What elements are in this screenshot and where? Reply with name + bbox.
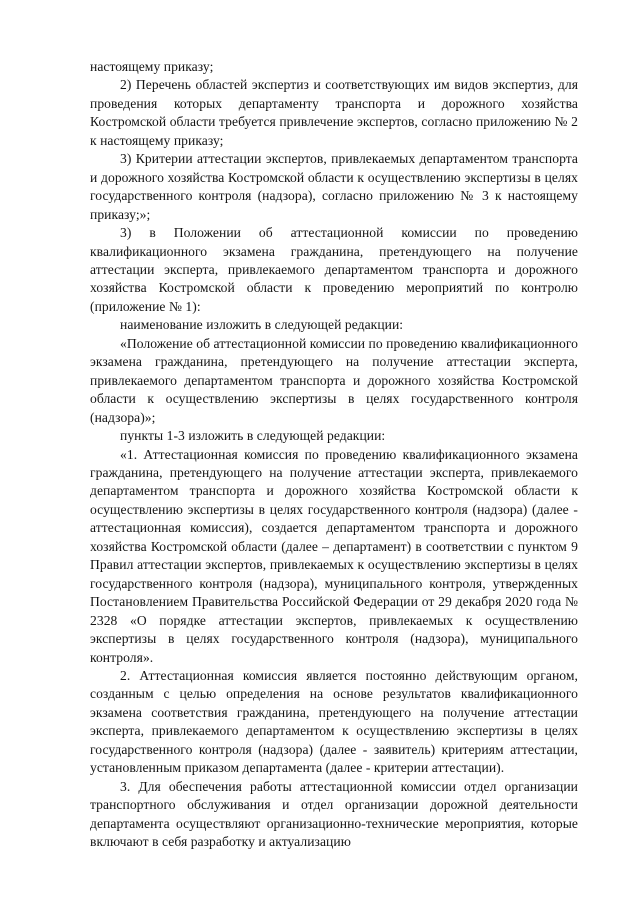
paragraph-new-title: «Положение об аттестационной комиссии по проведению квалификационного экзамена гражданина, претендующего на получение аттестации эксперта, привлекаемого департаментом транспорта и дорожного хозяйства Костромской области к осуществлению экспертизы в целях государственного контроля (надзора)»; xyxy=(90,335,578,425)
paragraph-title-instruction: наименование изложить в следующей редакции: xyxy=(120,317,404,333)
document-body xyxy=(90,58,578,851)
paragraph-item-3-criteria: 3) Критерии аттестации экспертов, привлекаемых департаментом транспорта и дорожного хозяйства Костромской области к осуществлению экспертизы в целях государственного контроля (надзора), согласно приложению № 3 к настоящему приказу;»; xyxy=(90,151,578,222)
paragraph-point-2: 2. Аттестационная комиссия является постоянно действующим органом, созданным с целью определения на основе результатов квалификационного экзамена соответствия гражданина, претендующего на получение аттестации эксперта, привлекаемого департаментом к осуществлению экспертизы в целях государственного контроля (надзора) (далее - заявитель) критериям аттестации, установленным приказом департамента (далее - критерии аттестации). xyxy=(90,667,578,776)
paragraph-item-3-regulation: 3) в Положении об аттестационной комиссии по проведению квалификационного экзамена гражданина, претендующего на получение аттестации эксперта, привлекаемого департаментом транспорта и дорожного хозяйства Костромской области к проведению мероприятий по контролю (приложение № 1): xyxy=(90,225,578,314)
paragraph-continuation: настоящему приказу; xyxy=(90,59,214,74)
paragraph-point-1: «1. Аттестационная комиссия по проведению квалификационного экзамена гражданина, претендующего на получение аттестации эксперта, привлекаемого департаментом транспорта и дорожного хозяйства Костромской области к осуществлению экспертизы в целях государственного контроля (надзора) (далее - аттестационная комиссия), создается департаментом транспорта и дорожного хозяйства Костромской области (далее – департамент) в соответствии с пунктом 9 Правил аттестации экспертов, привлекаемых к осуществлению экспертизы в целях государственного контроля (надзора), муниципального контроля, утвержденных Постановлением Правительства Российской Федерации от 29 декабря 2020 года № 2328 «О порядке аттестации экспертов, привлекаемых к осуществлению экспертизы в целях государственного контроля (надзора), муниципального контроля». xyxy=(90,446,578,665)
paragraph-point-3: 3. Для обеспечения работы аттестационной комиссии отдел организации транспортного обслуживания и отдел организации дорожной деятельности департамента осуществляют организационно-технические мероприятия, которые включают в себя разработку и актуализацию xyxy=(90,778,578,850)
paragraph-item-2-list: 2) Перечень областей экспертиз и соответствующих им видов экспертиз, для проведения которых департаменту транспорта и дорожного хозяйства Костромской области требуется привлечение экспертов, согласно приложению № 2 к настоящему приказу; xyxy=(90,77,578,148)
paragraph-points-instruction: пункты 1-3 изложить в следующей редакции: xyxy=(120,428,386,444)
